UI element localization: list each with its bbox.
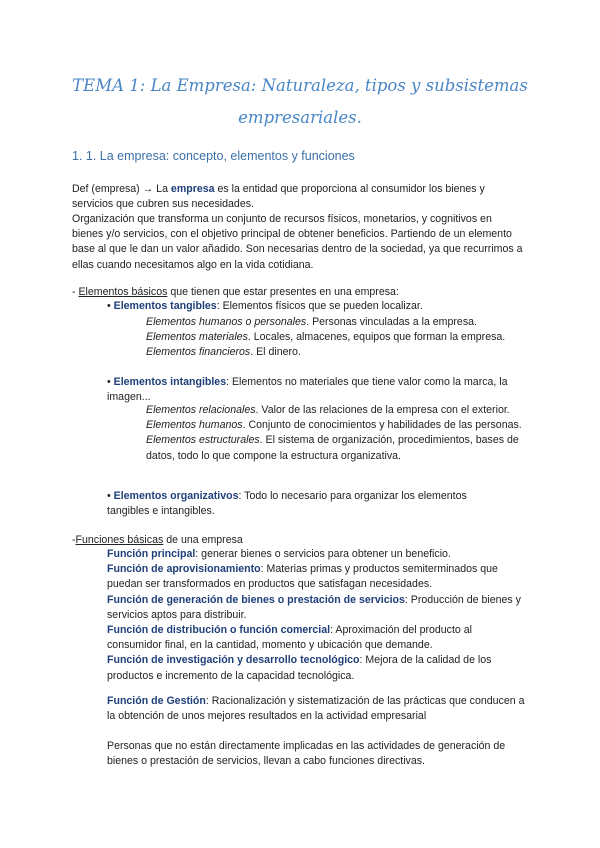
tangibles-sub-item [146,315,531,330]
tangibles-label: Elementos tangibles [113,300,217,312]
funciones-basicas-label: Funciones básicas [75,534,164,546]
intangibles-sub-desc: . Valor de las relaciones de la empresa con el exterior. [255,404,510,416]
intangibles-subitems [146,403,531,464]
intangibles-sub-item [146,403,531,418]
organizativos-bullet: • [107,490,114,502]
tangibles-sub-desc: . El dinero. [250,346,301,359]
intangibles-desc: : Elementos no materiales que tiene valor como la marca, la imagen... [107,376,508,404]
intangibles-item [107,375,527,405]
functions-intro-rest: de una empresa [163,534,243,546]
gestion-label: Función de Gestión [107,695,206,707]
gestion-item [107,694,525,724]
tangibles-sub-label: Elementos financieros [146,346,251,359]
function-item [107,593,525,623]
function-desc: : Aproximación del producto al consumidor final, en la cantidad, momento y ubicación que demande. [107,624,472,652]
elements-intro [72,285,522,300]
intangibles-sub-item [146,418,531,433]
definition-rest: es la entidad que proporciona al consumidor los bienes y servicios que cubren sus necesidades. [72,183,485,211]
function-item [107,547,525,562]
tangibles-desc: : Elementos físicos que se pueden localizar. [216,300,423,312]
tangibles-item [107,299,527,314]
intangibles-sub-label: Elementos relacionales [146,404,256,416]
function-item [107,562,525,592]
intangibles-sub-item [146,433,531,463]
closing-paragraph: Personas que no están directamente implicadas en las actividades de generación de bienes o prestación de servicios, llevan a cabo funciones directivas. [107,740,506,768]
organizativos-label: Elementos organizativos [113,490,239,502]
document-title [0,70,600,134]
elements-intro-rest: que tienen que estar presentes en una empresa: [167,286,399,298]
tangibles-sub-desc: . Personas vinculadas a la empresa. [306,316,477,328]
functions-list [107,547,525,684]
title-line-2: empresariales. [238,108,362,127]
function-label: Función de aprovisionamiento [107,563,261,576]
title-line-1: TEMA 1: La Empresa: Naturaleza, tipos y subsistemas [72,76,528,95]
intangibles-label: Elementos intangibles [113,376,227,388]
function-label: Función de investigación y desarrollo tecnológico [107,654,360,667]
definition-term: empresa [170,183,215,195]
function-label: Función de generación de bienes o prestación de servicios [107,593,405,606]
intangibles-bullet: • [107,376,114,388]
elements-basicos-label: Elementos básicos [78,286,168,298]
function-desc: : generar bienes o servicios para obtener un beneficio. [195,548,451,560]
elements-dash: - [72,286,79,298]
tangibles-sub-item [146,330,531,345]
function-desc: : Materias primas y productos semiterminados que puedan ser transformados en productos que satisfagan necesidades. [107,563,498,591]
functions-intro [72,533,522,548]
tangibles-subitems [146,315,531,361]
intangibles-sub-desc: . Conjunto de conocimientos y habilidades de las personas. [242,419,522,432]
organizativos-desc: : Todo lo necesario para organizar los elementos tangibles e intangibles. [107,490,467,518]
function-desc: : Mejora de la calidad de los productos e incremento de la capacidad tecnológica. [107,654,492,682]
functions-dash: - [72,534,76,546]
definition-prefix: Def (empresa) → La [72,183,171,195]
function-label: Función de distribución o función comercial [107,624,331,637]
tangibles-sub-label: Elementos humanos o personales [146,316,307,328]
tangibles-sub-label: Elementos materiales [146,331,248,344]
organization-paragraph: Organización que transforma un conjunto de recursos físicos, monetarios, y cognitivos en bienes y/o servicios, con el objetivo principal de obtener beneficios. Partiendo de un elemento base al que le dan un valor añadido. Son necesarias dentro de la sociedad, ya que recurrimos a ellas cuando necesitamos algo en la vida cotidiana. [72,213,523,271]
tangibles-bullet: • [107,300,114,312]
function-item [107,653,525,683]
function-desc: : Producción de bienes y servicios aptos para distribuir. [107,593,521,621]
function-item [107,623,525,653]
intangibles-sub-label: Elementos humanos [146,419,243,432]
gestion-desc: : Racionalización y sistematización de las prácticas que conducen a la obtención de unos mejores resultados en la actividad empresarial [107,695,525,723]
intangibles-sub-desc: . El sistema de organización, procedimientos, bases de datos, todo lo que compone la estructura organizativa. [146,434,519,462]
tangibles-sub-item [146,345,531,360]
function-label: Función principal [107,548,196,560]
intangibles-sub-label: Elementos estructurales [146,434,260,447]
tangibles-sub-desc: . Locales, almacenes, equipos que forman la empresa. [247,331,506,344]
section-heading: 1. 1. La empresa: concepto, elementos y funciones [72,149,355,163]
organizativos-item [107,489,507,519]
definition-paragraph [72,182,522,212]
